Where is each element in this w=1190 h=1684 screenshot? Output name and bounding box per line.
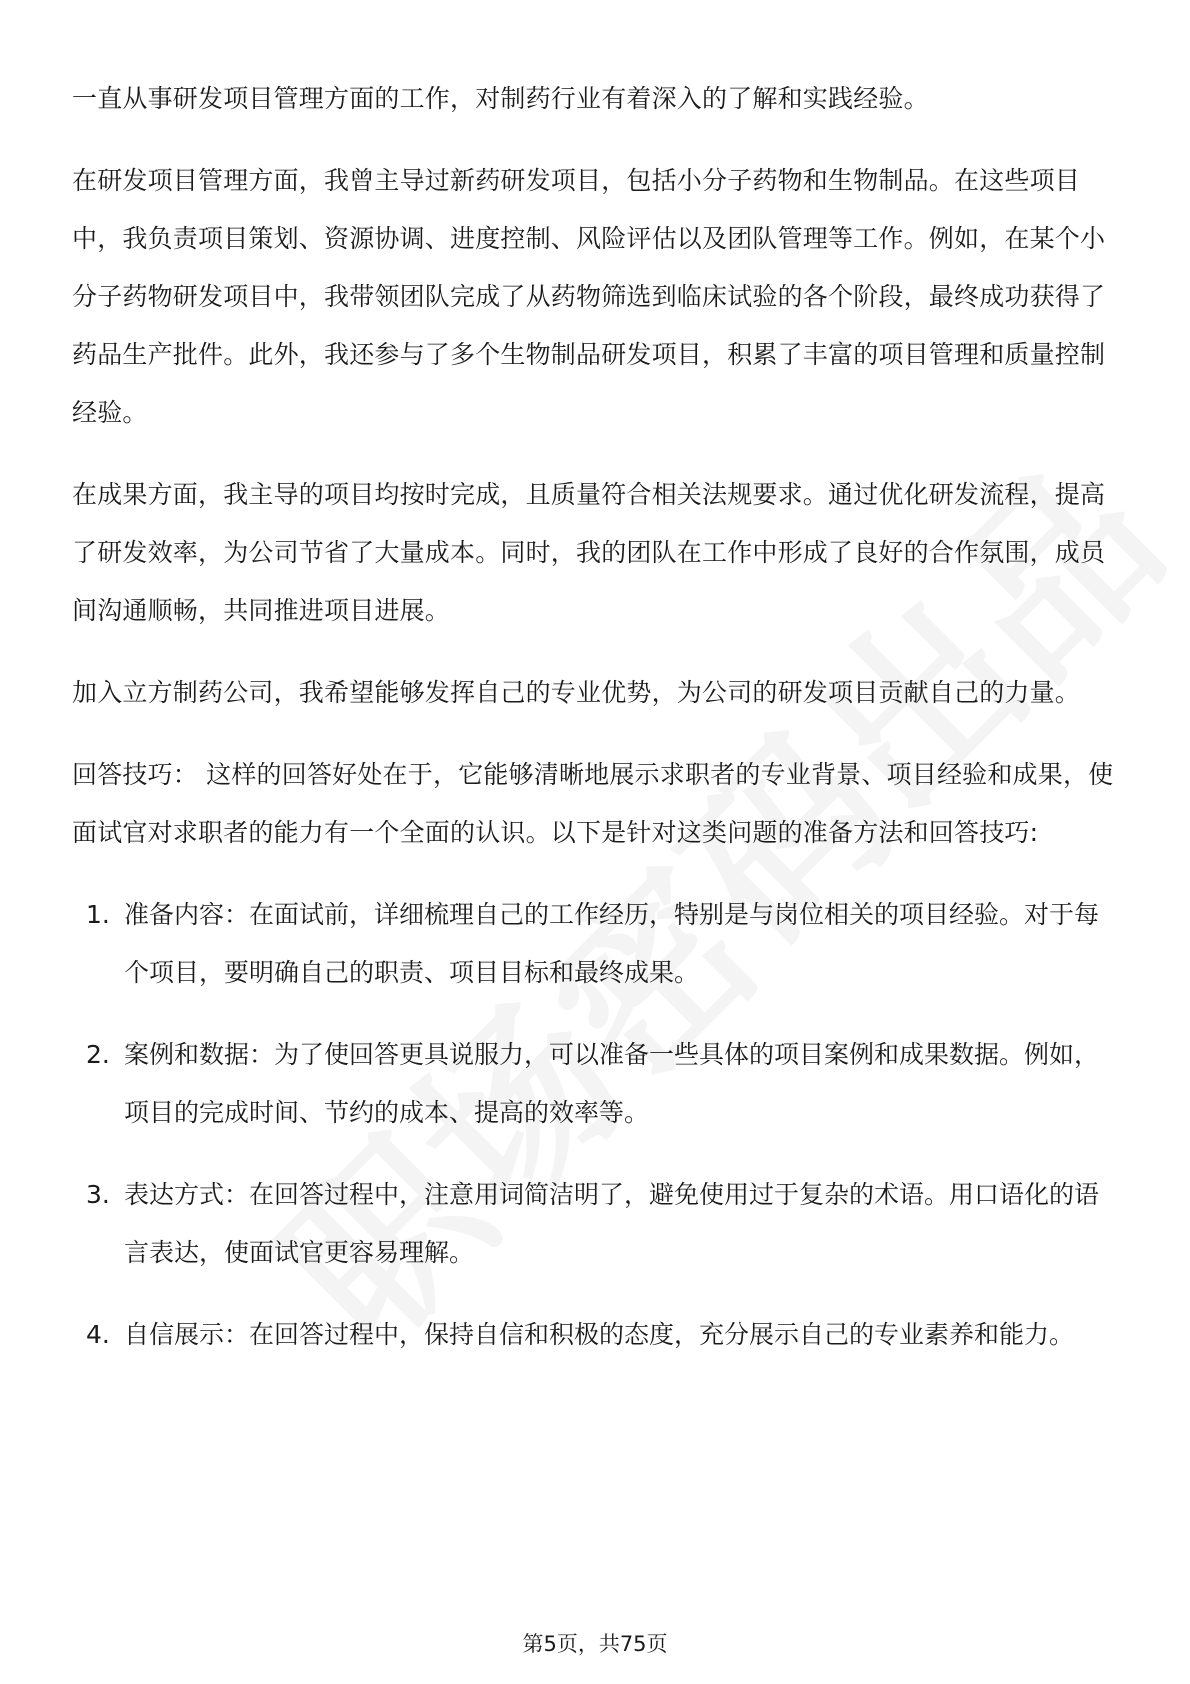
paragraph-tips: 回答技巧： 这样的回答好处在于，它能够清晰地展示求职者的专业背景、项目经验和成果，使面试官对求职者的能力有一个全面的认识。以下是针对这类问题的准备方法和回答技巧: — [72, 760, 1114, 847]
list-item-text: 自信展示：在回答过程中，保持自信和积极的态度，充分展示自己的专业素养和能力。 — [124, 1320, 1075, 1349]
paragraph-4: 加入立方制药公司，我希望能够发挥自己的专业优势，为公司的研发项目贡献自己的力量。 — [72, 678, 1081, 707]
list-item-number: 4. — [86, 1320, 110, 1349]
paragraph-2: 在研发项目管理方面，我曾主导过新药研发项目，包括小分子药物和生物制品。在这些项目中，我负责项目策划、资源协调、进度控制、风险评估以及团队管理等工作。例如，在某个小分子药物研发项目中，我带领团队完成了从药物筛选到临床试验的各个阶段，最终成功获得了药品生产批件。此外，我还参与了多个生物制品研发项目，积累了丰富的项目管理和质量控制经验。 — [72, 166, 1106, 427]
paragraph-3: 在成果方面，我主导的项目均按时完成，且质量符合相关法规要求。通过优化研发流程，提高了研发效率，为公司节省了大量成本。同时，我的团队在工作中形成了良好的合作氛围，成员间沟通顺畅，共同推进项目进展。 — [72, 480, 1106, 625]
document-body — [72, 70, 1122, 1388]
list-item-number: 3. — [86, 1180, 110, 1209]
list-item-text: 案例和数据：为了使回答更具说服力，可以准备一些具体的项目案例和成果数据。例如，项目的完成时间、节约的成本、提高的效率等。 — [124, 1040, 1100, 1127]
list-item-text: 准备内容：在面试前，详细梳理自己的工作经历，特别是与岗位相关的项目经验。对于每个项目，要明确自己的职责、项目目标和最终成果。 — [124, 900, 1100, 987]
list-item — [72, 1166, 1122, 1282]
list-item-number: 1. — [86, 900, 110, 929]
list-item-text: 表达方式：在回答过程中，注意用词简洁明了，避免使用过于复杂的术语。用口语化的语言表达，使面试官更容易理解。 — [124, 1180, 1100, 1267]
tips-list — [72, 886, 1122, 1364]
list-item — [72, 1306, 1122, 1364]
paragraph-1: 一直从事研发项目管理方面的工作，对制药行业有着深入的了解和实践经验。 — [72, 84, 929, 113]
list-item — [72, 886, 1122, 1002]
page-footer: 第5页，共75页 — [522, 1632, 668, 1656]
list-item — [72, 1026, 1122, 1142]
list-item-number: 2. — [86, 1040, 110, 1069]
